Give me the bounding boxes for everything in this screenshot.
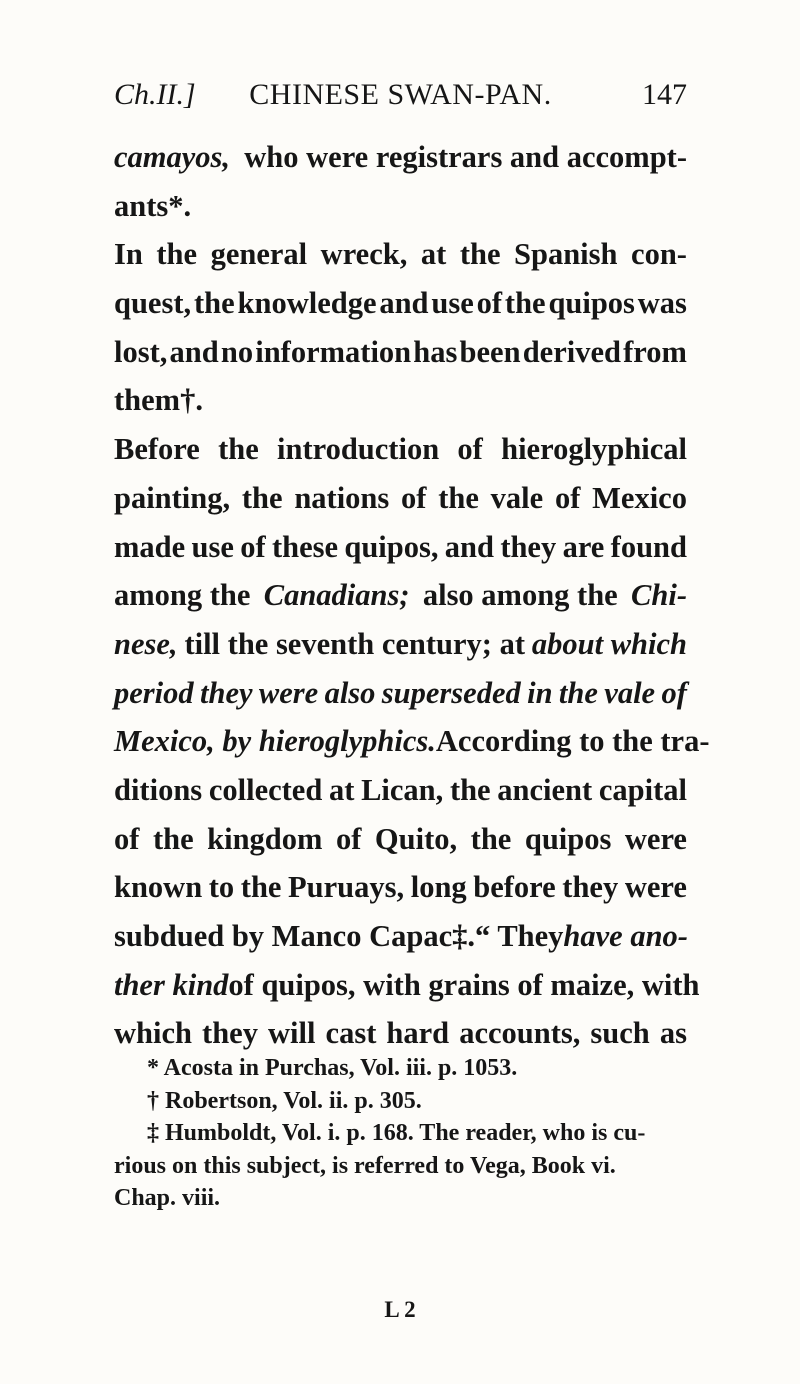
text-word: Lican, (361, 772, 444, 807)
text-span: also among the (422, 578, 618, 613)
text-line (114, 669, 687, 718)
text-word: knowledge (237, 286, 377, 321)
text-word: been (459, 334, 521, 369)
text-word: the (218, 432, 259, 467)
text-line (114, 1009, 687, 1058)
text-line (114, 523, 687, 572)
text-word: vale (490, 480, 544, 515)
text-word: made (114, 529, 186, 564)
text-line (114, 620, 687, 669)
text-word: long (410, 870, 467, 905)
text-word: the (504, 286, 546, 321)
text-word: information (255, 334, 412, 369)
text-word: they (202, 1016, 258, 1051)
text-word: and (169, 334, 219, 369)
text-word: of (476, 286, 503, 321)
chapter-marker: Ch.II.] (114, 78, 196, 111)
text-word: Puruays, (288, 870, 405, 905)
signature-mark: L 2 (384, 1297, 416, 1322)
text-span: till the seventh century; at (184, 626, 525, 661)
footnote: † Robertson, Vol. ii. p. 305. (147, 1087, 422, 1114)
text-line (114, 815, 687, 864)
text-word: painting, (114, 480, 231, 515)
text-word: quipos (548, 286, 635, 321)
text-word: they (500, 529, 557, 564)
text-line (114, 571, 687, 620)
text-word: at (420, 237, 447, 272)
text-span: ants*. (114, 188, 192, 223)
text-word: to (208, 870, 235, 905)
text-span: camayos, (114, 140, 231, 174)
text-word: Quito, (374, 821, 458, 856)
text-span: of quipos, with grains of maize, with (228, 967, 700, 1002)
running-header (114, 78, 687, 120)
text-word: Before (114, 432, 200, 467)
text-span: about which (531, 626, 687, 661)
text-word: no (220, 334, 254, 369)
text-line (114, 961, 700, 1010)
text-word: nations (294, 480, 390, 515)
text-line (114, 766, 687, 815)
page-number: 147 (642, 78, 687, 111)
text-span: them†. (114, 383, 203, 418)
body-text (114, 133, 710, 1058)
text-word: wreck, (320, 237, 408, 272)
text-word: hard (386, 1016, 450, 1051)
text-word: which (114, 1016, 192, 1051)
text-word: known (114, 870, 203, 905)
text-word: found (610, 529, 687, 564)
text-word: these (271, 529, 339, 564)
text-word: derived (522, 334, 621, 369)
text-word: the (449, 772, 491, 807)
text-word: introduction (277, 432, 440, 467)
text-word: In (114, 237, 143, 272)
text-word: of (554, 480, 581, 515)
text-line (114, 230, 687, 279)
text-word: lost, (114, 334, 168, 369)
text-span: nese, (114, 626, 178, 661)
text-word: use (431, 286, 474, 321)
text-word: the (438, 480, 479, 515)
text-word: such (590, 1016, 650, 1051)
text-word: the (240, 870, 282, 905)
text-word: they (562, 870, 619, 905)
text-line (114, 133, 687, 182)
text-span: Canadians; (263, 578, 410, 613)
text-word: has (413, 334, 458, 369)
text-word: are (562, 529, 605, 564)
text-word: were (624, 821, 687, 856)
text-word: before (473, 870, 556, 905)
text-word: were (624, 870, 687, 905)
text-word: will (268, 1016, 316, 1051)
text-word: hieroglyphical (501, 432, 687, 467)
text-word: use (191, 529, 234, 564)
text-word: from (623, 334, 687, 369)
text-word: quipos (524, 821, 612, 856)
text-word: the (156, 237, 198, 272)
text-word: the (558, 675, 598, 710)
text-word: the (459, 237, 501, 272)
text-word: of (661, 675, 687, 710)
text-word: collected (208, 772, 323, 807)
running-title: CHINESE SWAN-PAN. (249, 78, 552, 111)
footnote-continuation: Chap. viii. (114, 1185, 221, 1211)
text-span: who were registrars and accompt- (244, 140, 687, 174)
text-word: ditions (114, 772, 203, 807)
text-line (114, 279, 687, 328)
text-word: at (328, 772, 355, 807)
text-line (114, 425, 687, 474)
text-word: ancient (497, 772, 593, 807)
text-line (114, 182, 687, 231)
text-word: they (200, 675, 253, 710)
text-word: the (193, 286, 235, 321)
text-word: capital (598, 772, 687, 807)
text-span: Mexico, by hieroglyphics. (114, 724, 436, 759)
text-word: and (379, 286, 429, 321)
text-word: con- (631, 237, 687, 272)
text-word: the (241, 480, 283, 515)
text-span: among the (114, 578, 251, 613)
text-span: According to the tra- (435, 724, 710, 759)
text-word: was (637, 286, 687, 321)
footnote-continuation: rious on this subject, is referred to Vega, Book vi. (114, 1152, 616, 1179)
footnotes (114, 1052, 687, 1215)
text-word: of (114, 821, 140, 856)
text-span: Chi- (631, 578, 687, 613)
text-line (114, 474, 687, 523)
text-word: in (527, 675, 553, 710)
text-line (114, 863, 687, 912)
text-word: of (457, 432, 483, 467)
text-word: of (240, 529, 266, 564)
text-word: were (258, 675, 319, 710)
text-span: subdued by Manco Capac‡. (114, 919, 475, 953)
text-word: of (401, 480, 427, 515)
text-word: period (114, 675, 194, 710)
text-line (114, 717, 710, 766)
text-word: as (659, 1016, 687, 1051)
text-word: Mexico (592, 480, 687, 515)
text-word: the (470, 821, 512, 856)
text-span: have ano- (563, 919, 688, 953)
text-word: and (444, 529, 494, 564)
text-word: the (152, 821, 194, 856)
footnote: * Acosta in Purchas, Vol. iii. p. 1053. (147, 1055, 518, 1081)
text-word: also (324, 675, 376, 710)
text-word: general (210, 237, 308, 272)
text-span: “ They (475, 919, 564, 953)
text-word: superseded (381, 675, 521, 710)
text-line (114, 376, 687, 425)
text-word: quest, (114, 286, 192, 321)
text-word: vale (604, 675, 656, 710)
text-word: cast (325, 1016, 377, 1051)
text-line (114, 328, 687, 377)
text-span: ther kind (114, 967, 229, 1002)
footnote: ‡ Humboldt, Vol. i. p. 168. The reader, who is cu- (147, 1120, 646, 1146)
text-word: quipos, (344, 529, 439, 564)
text-line (114, 912, 687, 961)
text-word: accounts, (459, 1016, 581, 1051)
text-word: kingdom (207, 821, 323, 856)
text-word: of (335, 821, 362, 856)
text-word: Spanish (514, 237, 618, 272)
